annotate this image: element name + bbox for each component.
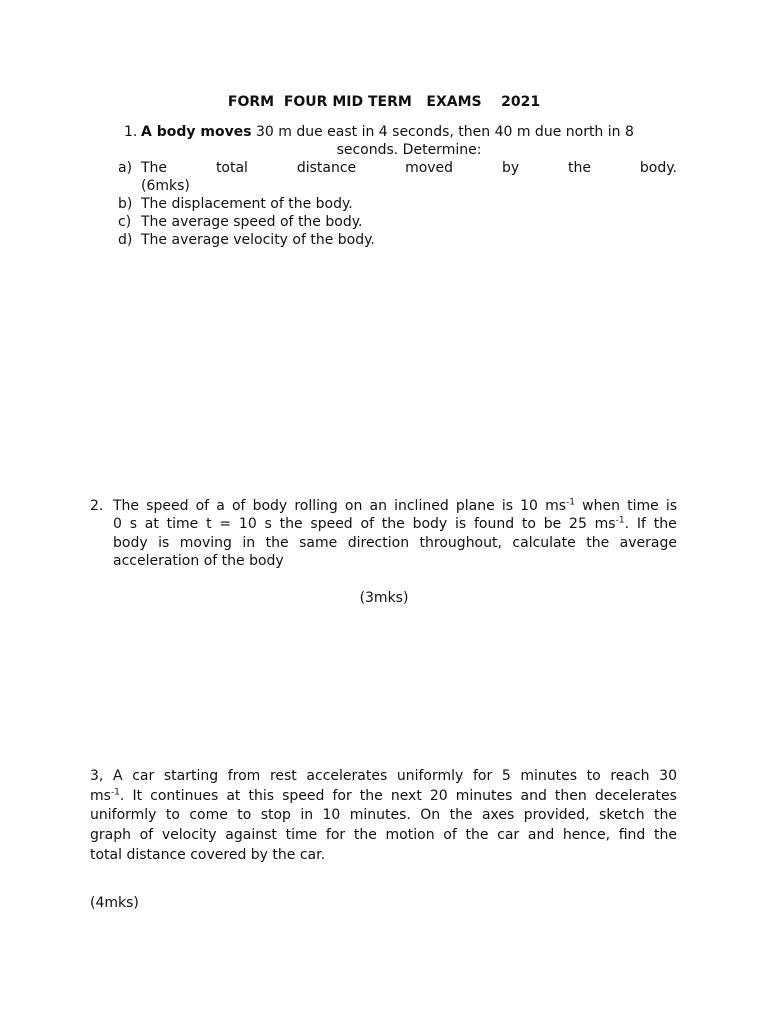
q1-line-2: seconds. Determine:	[336, 142, 482, 158]
q2-line-4: acceleration of the body	[113, 553, 284, 569]
q3-line-2	[90, 787, 677, 805]
q3-line-4: graph of velocity against time for the motion of the car and hence, find the	[90, 827, 677, 843]
q1-part-a-word: The	[141, 160, 168, 176]
q1-part-c-text: The average speed of the body.	[141, 214, 363, 230]
q2-line-2	[113, 515, 677, 533]
q2-line-1-sup: -1	[566, 497, 576, 508]
q3-line-1: 3, A car starting from rest accelerates uniformly for 5 minutes to reach 30	[90, 768, 677, 784]
q3-line-2-sup: -1	[110, 787, 120, 798]
q2-line-3: body is moving in the same direction throughout, calculate the average	[113, 535, 677, 551]
q3-line-2-b: . It continues at this speed for the next 20 minutes and then decelerates	[119, 788, 677, 804]
q1-line-1-rest: 30 m due east in 4 seconds, then 40 m due north in 8	[251, 124, 634, 140]
q2-line-2-b: . If the	[624, 516, 677, 532]
q1-part-a-word: moved	[405, 160, 454, 176]
q1-part-a-line	[141, 159, 677, 177]
q1-part-c-label: c)	[118, 214, 132, 230]
q1-line-1	[141, 123, 634, 141]
q2-marks: (3mks)	[359, 590, 409, 606]
q3-line-3: uniformly to come to stop in 10 minutes. On the axes provided, sketch the	[90, 807, 677, 823]
q1-number: 1.	[124, 124, 138, 140]
q2-line-1-b: when time is	[575, 498, 678, 514]
q1-part-d-text: The average velocity of the body.	[141, 232, 375, 248]
q1-part-b-text: The displacement of the body.	[141, 196, 353, 212]
q2-number: 2.	[90, 498, 104, 514]
q1-part-d-label: d)	[118, 232, 133, 248]
q3-marks: (4mks)	[90, 895, 139, 911]
q1-bold-lead: A body moves	[141, 124, 252, 140]
q1-part-a-word: body.	[639, 160, 677, 176]
q1-part-b-label: b)	[118, 196, 133, 212]
q1-part-a-word: the	[568, 160, 591, 176]
q1-part-a-label: a)	[118, 160, 133, 176]
q1-part-a-word: total	[215, 160, 248, 176]
q1-part-a-word: by	[501, 160, 520, 176]
q1-part-a-word: distance	[296, 160, 357, 176]
q3-line-2-a: ms	[90, 788, 111, 804]
q2-line-2-sup: -1	[615, 515, 625, 526]
q2-line-2-a: 0 s at time t = 10 s the speed of the body is found to be 25 ms	[113, 516, 616, 532]
q3-line-5: total distance covered by the car.	[90, 847, 326, 863]
page-title: FORM FOUR MID TERM EXAMS 2021	[227, 94, 541, 110]
q2-line-1	[113, 497, 677, 515]
q1-part-a-marks: (6mks)	[141, 178, 190, 194]
q2-line-1-a: The speed of a of body rolling on an inclined plane is 10 ms	[113, 498, 567, 514]
